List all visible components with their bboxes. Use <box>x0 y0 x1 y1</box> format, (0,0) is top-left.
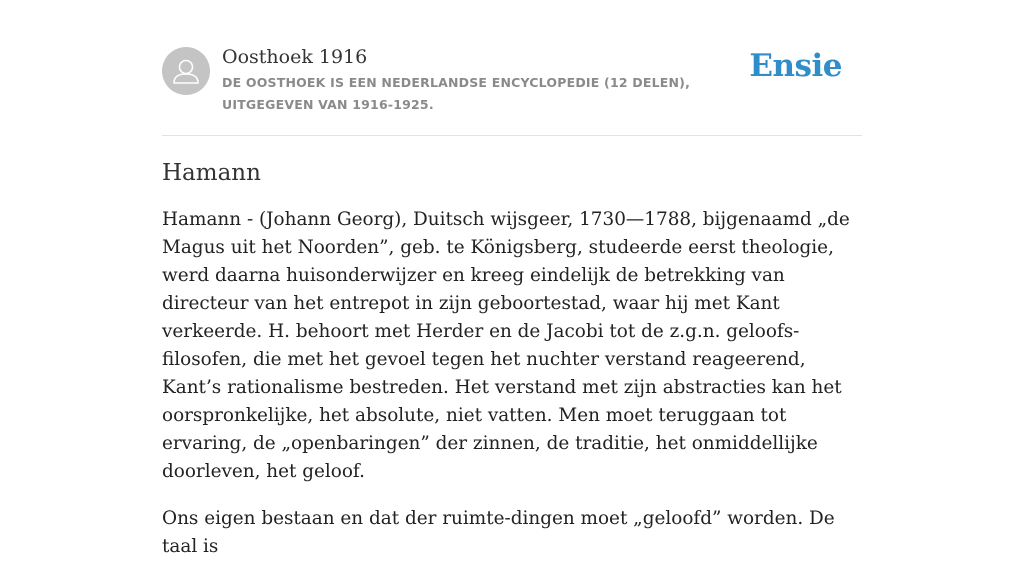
article-title: Hamann <box>162 160 261 186</box>
user-icon <box>162 47 210 95</box>
ensie-logo[interactable]: Ensie <box>749 48 842 84</box>
source-avatar[interactable] <box>162 47 210 95</box>
page-content <box>162 0 862 580</box>
article-paragraph: Ons eigen bestaan en dat der ruimte-dingen moet „geloofd” worden. De taal is <box>162 508 835 557</box>
source-header <box>162 0 862 136</box>
source-description: DE OOSTHOEK IS EEN NEDERLANDSE ENCYCLOPEDIE (12 DELEN), UITGEGEVEN VAN 1916-1925. <box>222 75 691 112</box>
source-name[interactable]: Oosthoek 1916 <box>222 46 368 68</box>
article-body <box>162 206 862 561</box>
article-paragraph: Hamann - (Johann Georg), Duitsch wijsgeer, 1730—1788, bijgenaamd „de Magus uit het Noorden”, geb. te Königsberg, studeerde eerst theologie, werd daarna huisonderwijzer en kreeg eindelijk de betrekking van directeur van het entrepot in zijn geboortestad, waar hij met Kant verkeerde. H. behoort met Herder en de Jacobi tot de z.g.n. geloofs-filosofen, die met het gevoel tegen het nuchter verstand reageerend, Kant’s rationalisme bestreden. Het verstand met zijn abstracties kan het oorspronkelijke, het absolute, niet vatten. Men moet teruggaan tot ervaring, de „openbaringen” der zinnen, de traditie, het onmiddellijke doorleven, het geloof. <box>162 209 850 482</box>
